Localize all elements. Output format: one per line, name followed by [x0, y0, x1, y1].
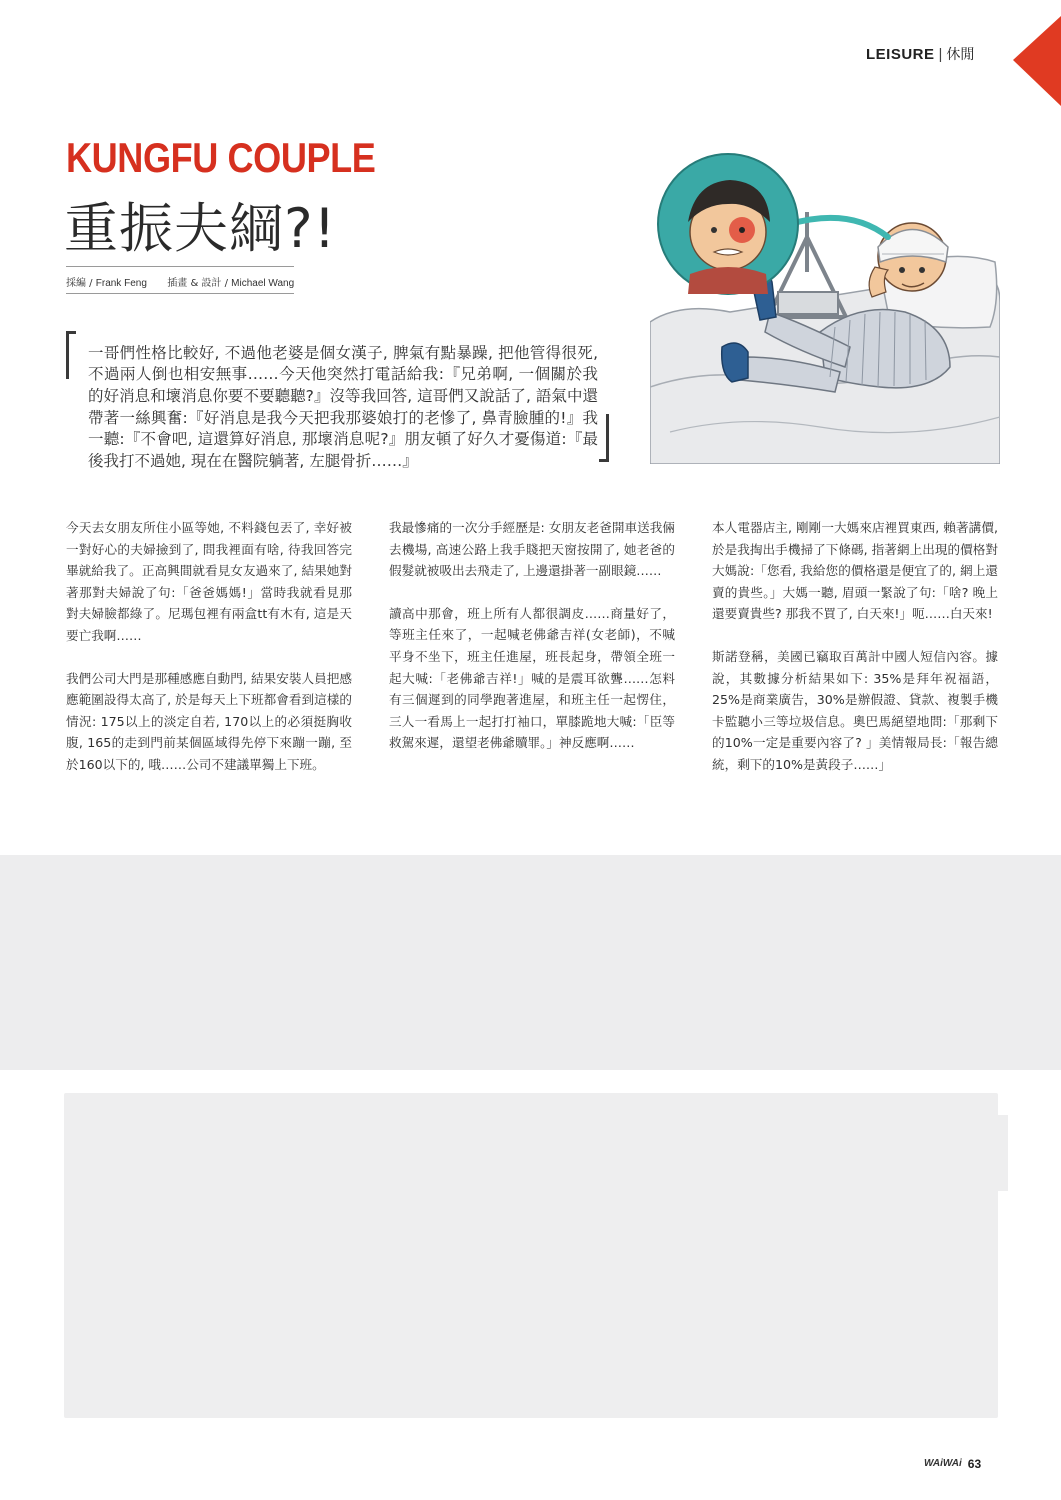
article-title-en: KUNGFU COUPLE	[66, 134, 376, 181]
joke-paragraph: 讀高中那會，班上所有人都很調皮……商量好了，等班主任來了，一起喊老佛爺吉祥(女老師)，不喊平身不坐下，班主任進屋，班長起身，帶領全班一起大喊:「老佛爺吉祥!」喊的是震耳欲聾……怎料有三個遲到的同學跑著進屋，和班主任一起愣住，三人一看馬上一起打打袖口，單膝跪地大喊:「臣等救駕來遲，還望老佛爺贖罪。」神反應啊……	[389, 605, 675, 751]
blank-panel	[64, 1093, 998, 1418]
title-rule-top	[66, 266, 294, 267]
corner-arrow-icon	[1013, 16, 1061, 106]
illustrator-name: Michael Wang	[231, 278, 295, 289]
section-label	[866, 44, 974, 64]
lead-bracket-close-vertical	[606, 414, 609, 462]
body-column-3	[712, 517, 998, 797]
blank-band	[0, 855, 1061, 1070]
section-label-en: LEISURE	[866, 46, 935, 63]
editor-name: Frank Feng	[95, 278, 147, 289]
lead-paragraph: 一哥們性格比較好, 不過他老婆是個女漢子, 脾氣有點暴躁, 把他管得很死, 不過兩人倒也相安無事……今天他突然打電話給我:『兄弟啊, 一個關於我的好消息和壞消息你要不要聽聽?』沒等我回答, 這哥們又說話了, 語氣中還帶著一絲興奮:『好消息是我今天把我那婆娘打的老慘了, 鼻青臉腫的!』我一聽:『不會吧, 這還算好消息, 那壞消息呢?』朋友頓了好久才憂傷道:『最後我打不過她, 現在在醫院躺著, 左腿骨折……』	[88, 343, 598, 471]
lead-bracket-open-horizontal	[66, 331, 76, 334]
editor-label: 採編 /	[66, 278, 93, 289]
joke-paragraph: 本人電器店主, 剛剛一大媽來店裡買東西, 賴著講價, 於是我掏出手機掃了下條碼, 指著網上出現的價格對大媽說:「您看, 我給您的價格還是便宜了的, 網上還賣的貴些。」大媽一聽, 眉頭一緊說了句:「啥? 晚上還要賣貴些? 那我不買了, 白天來!」呃……白天來!	[712, 520, 998, 622]
joke-paragraph: 我最慘痛的一次分手經歷是: 女朋友老爸開車送我倆去機場, 高速公路上我手賤把天窗按開了, 她老爸的假髮就被吸出去飛走了, 上邊還掛著一副眼鏡……	[389, 520, 675, 579]
body-column-2	[389, 517, 675, 775]
corner-arrow-shape	[1013, 16, 1061, 106]
body-column-1	[66, 517, 352, 797]
magazine-brand: WAiWAi	[924, 1458, 962, 1469]
title-rule-bottom	[66, 293, 294, 294]
credits-line	[66, 274, 294, 289]
section-label-zh: 休閒	[946, 47, 975, 63]
lead-bracket-close-horizontal	[599, 459, 609, 462]
lead-bracket-open-vertical	[66, 331, 69, 379]
page-footer	[924, 1453, 981, 1472]
section-separator: |	[938, 46, 943, 63]
joke-paragraph: 我們公司大門是那種感應自動門, 結果安裝人員把感應範圍設得太高了, 於是每天上下班都會看到這樣的情況: 175以上的淡定自若, 170以上的必須挺胸收腹, 165的走到門前某個區域得先停下來蹦一蹦, 至於160以下的, 哦……公司不建議單獨上下班。	[66, 670, 352, 772]
illustrator-label: 插畫 & 設計 /	[167, 278, 228, 289]
cartoon-illustration	[650, 152, 1000, 464]
joke-paragraph: 今天去女朋友所住小區等她, 不料錢包丟了, 幸好被一對好心的夫婦撿到了, 問我裡面有啥, 待我回答完畢就給我了。正高興間就看見女友過來了, 結果她對著那對夫婦說了句:「爸爸媽媽!」當時我就看見那對夫婦臉都綠了。尼瑪包裡有兩盒tt有木有, 這是天要亡我啊……	[66, 520, 352, 643]
page-number: 63	[967, 1456, 982, 1471]
article-title-zh: 重振夫綱?!	[64, 197, 337, 260]
joke-paragraph: 斯諾登稱，美國已竊取百萬計中國人短信內容。據說，其數據分析結果如下: 35%是拜年祝福語，25%是商業廣告，30%是辦假證、貸款、複製手機卡監聽小三等垃圾信息。奧巴馬絕望地問:「那剩下的10%一定是重要內容了? 」美情報局長:「報告總統，剩下的10%是黃段子……」	[712, 648, 998, 772]
blank-panel-tab	[990, 1115, 1008, 1191]
